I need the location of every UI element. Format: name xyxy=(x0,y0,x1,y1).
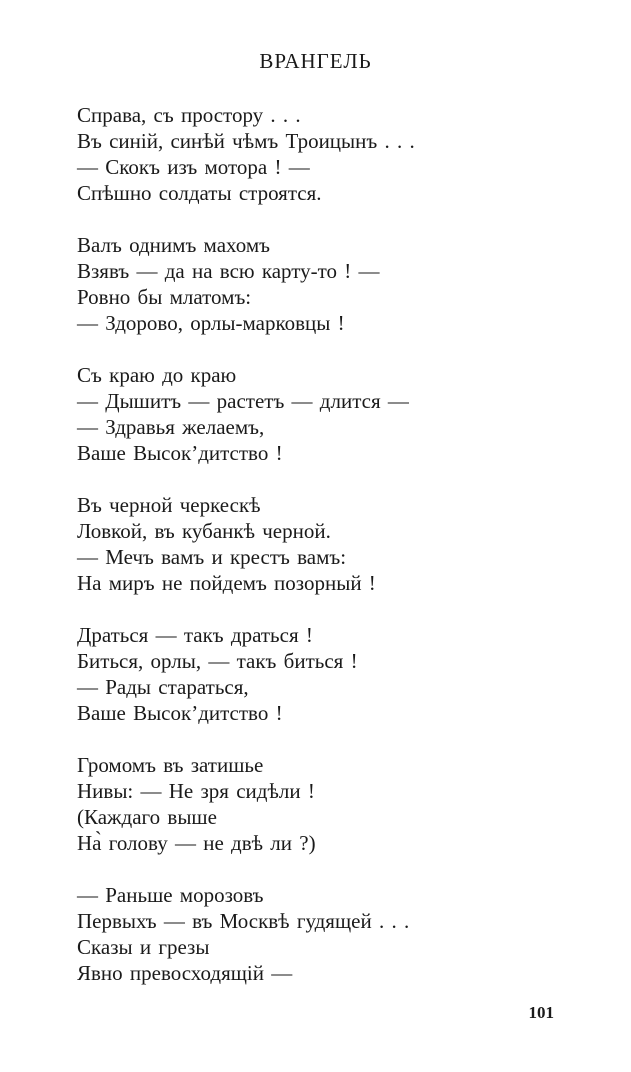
poem-line: Справа, съ простору . . . xyxy=(77,103,301,127)
poem-line: Ровно бы млатомъ: xyxy=(77,285,252,309)
stanza-6 xyxy=(77,752,597,856)
poem-line: На миръ не пойдемъ позорный ! xyxy=(77,571,376,595)
stanza-4 xyxy=(77,492,597,596)
poem-body xyxy=(77,102,597,1012)
stanza-5 xyxy=(77,622,597,726)
poem-line: — Раньше морозовъ xyxy=(77,883,264,907)
poem-line: — Скокъ изъ мотора ! — xyxy=(77,155,310,179)
poem-line: — Рады стараться, xyxy=(77,675,249,699)
poem-line: — Дышитъ — растетъ — длится — xyxy=(77,389,409,413)
poem-line: Нивы: — Не зря сидѣли ! xyxy=(77,779,315,803)
poem-line: Ловкой, въ кубанкѣ черной. xyxy=(77,519,331,543)
poem-title: ВРАНГЕЛЬ xyxy=(259,49,372,73)
poem-line: Драться — такъ драться ! xyxy=(77,623,313,647)
poem-line: — Мечъ вамъ и крестъ вамъ: xyxy=(77,545,347,569)
page-number: 101 xyxy=(528,1003,554,1022)
stanza-3 xyxy=(77,362,597,466)
poem-line: Взявъ — да на всю карту-то ! — xyxy=(77,259,380,283)
stanza-1 xyxy=(77,102,597,206)
poem-line: Громомъ въ затишье xyxy=(77,753,264,777)
poem-line: На̀ голову — не двѣ ли ?) xyxy=(77,831,316,855)
poem-line: — Здорово, орлы-марковцы ! xyxy=(77,311,345,335)
stanza-7 xyxy=(77,882,597,986)
poem-line: Въ черной черкескѣ xyxy=(77,493,261,517)
poem-line: Биться, орлы, — такъ биться ! xyxy=(77,649,358,673)
poem-line: Ваше Высок’дитство ! xyxy=(77,441,283,465)
poem-line: Сказы и грезы xyxy=(77,935,210,959)
poem-line: Ваше Высок’дитство ! xyxy=(77,701,283,725)
stanza-2 xyxy=(77,232,597,336)
poem-line: Съ краю до краю xyxy=(77,363,237,387)
poem-line: Въ синій, синѣй чѣмъ Троицынъ . . . xyxy=(77,129,415,153)
poem-line: Валъ однимъ махомъ xyxy=(77,233,270,257)
poem-line: Первыхъ — въ Москвѣ гудящей . . . xyxy=(77,909,410,933)
poem-line: — Здравья желаемъ, xyxy=(77,415,265,439)
poem-line: Спѣшно солдаты строятся. xyxy=(77,181,322,205)
poem-line: Явно превосходящій — xyxy=(77,961,293,985)
poem-line: (Каждаго выше xyxy=(77,805,217,829)
